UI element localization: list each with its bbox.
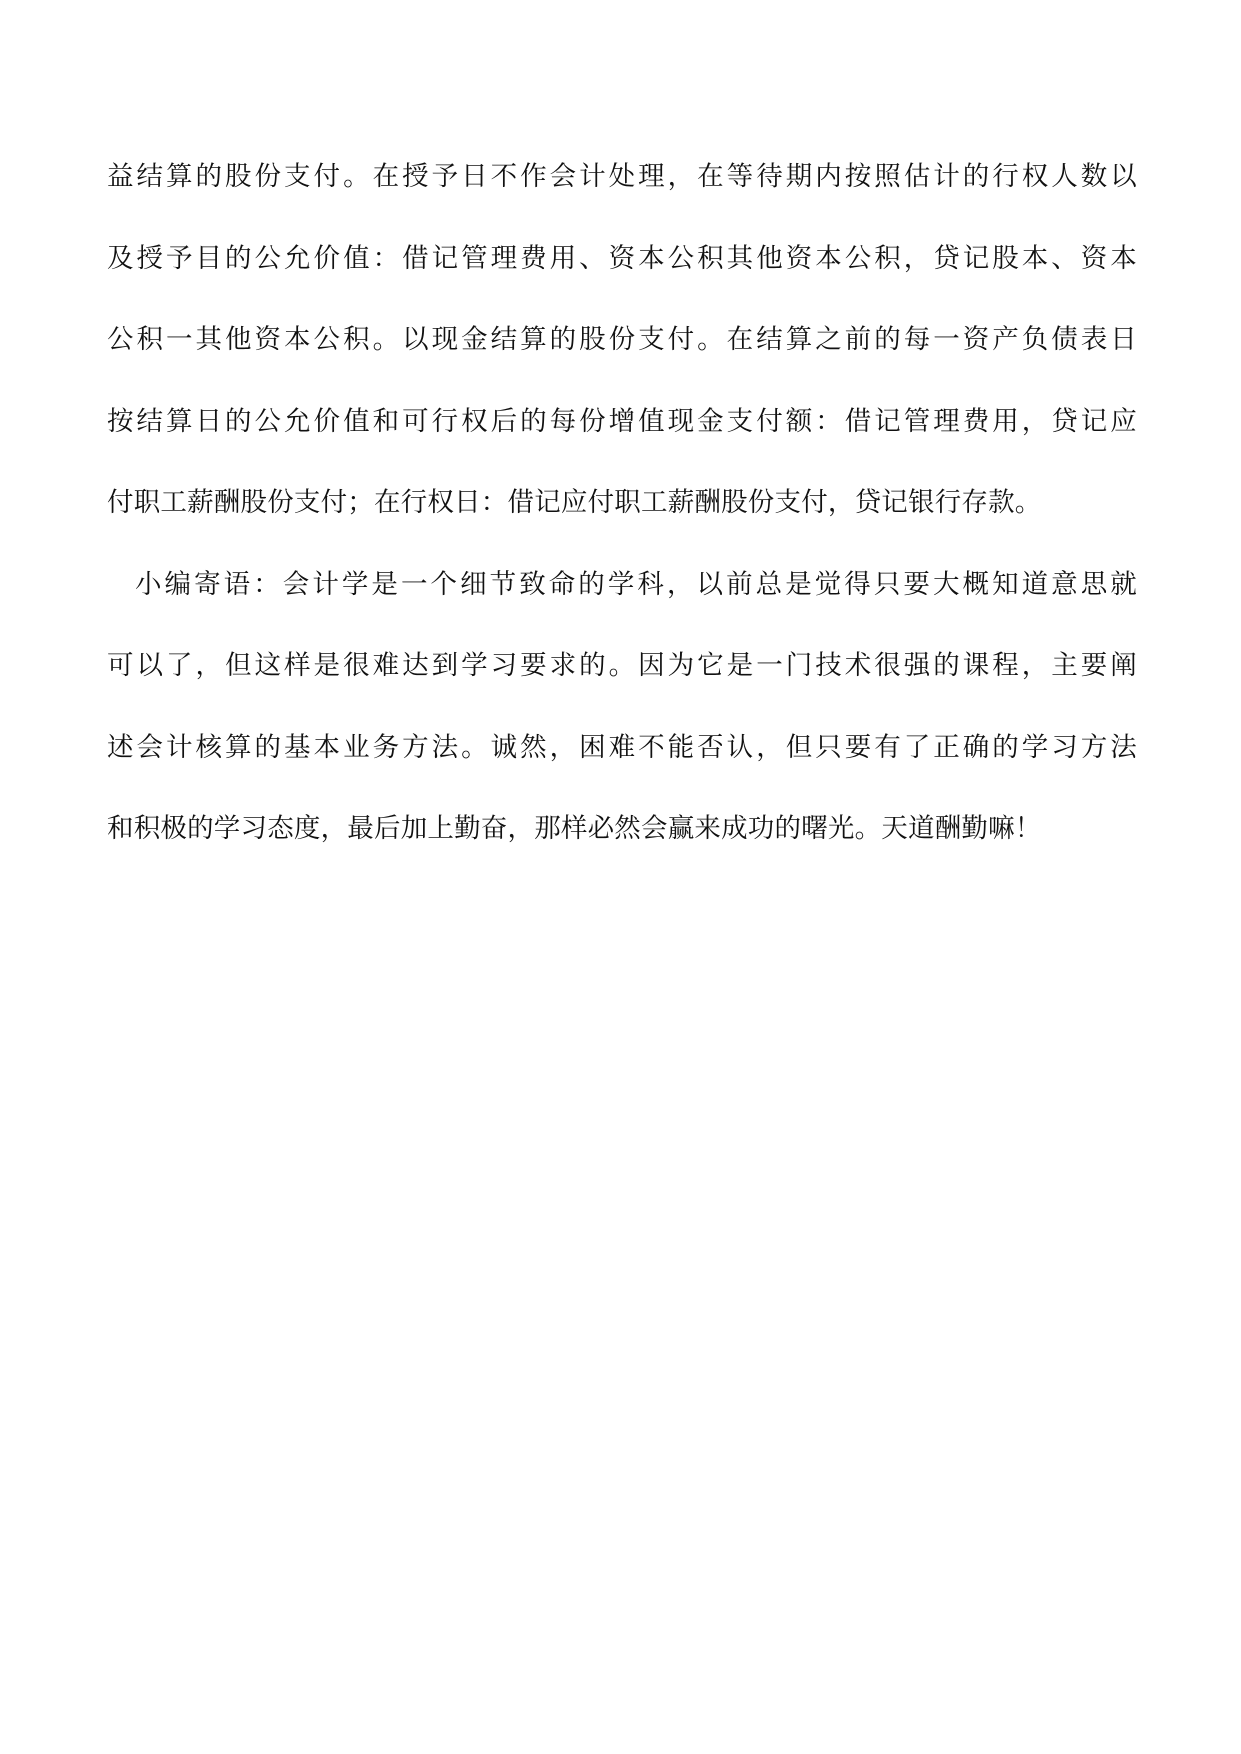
body-text: [107, 160, 1137, 894]
text-line: 小编寄语：会计学是一个细节致命的学科，以前总是觉得只要大概知道意思就: [135, 568, 1137, 600]
paragraph-editor-note: [107, 568, 1137, 894]
text-line: 益结算的股份支付。在授予日不作会计处理，在等待期内按照估计的行权人数以: [107, 161, 1137, 192]
text-line: 公积一其他资本公积。以现金结算的股份支付。在结算之前的每一资产负债表日: [107, 324, 1137, 355]
text-line: 和积极的学习态度，最后加上勤奋，那样必然会赢来成功的曙光。天道酬勤嘛！: [107, 813, 1042, 844]
paragraph-share-payment: [107, 160, 1137, 568]
text-line: 及授予目的公允价值：借记管理费用、资本公积其他资本公积，贷记股本、资本: [107, 242, 1137, 274]
text-line: 可以了，但这样是很难达到学习要求的。因为它是一门技术很强的课程，主要阐: [107, 650, 1137, 681]
text-line: 按结算日的公允价值和可行权后的每份增值现金支付额：借记管理费用，贷记应: [107, 405, 1137, 437]
text-line: 述会计核算的基本业务方法。诚然，困难不能否认，但只要有了正确的学习方法: [107, 731, 1137, 763]
text-line: 付职工薪酬股份支付；在行权日：借记应付职工薪酬股份支付，贷记银行存款。: [107, 487, 1042, 518]
